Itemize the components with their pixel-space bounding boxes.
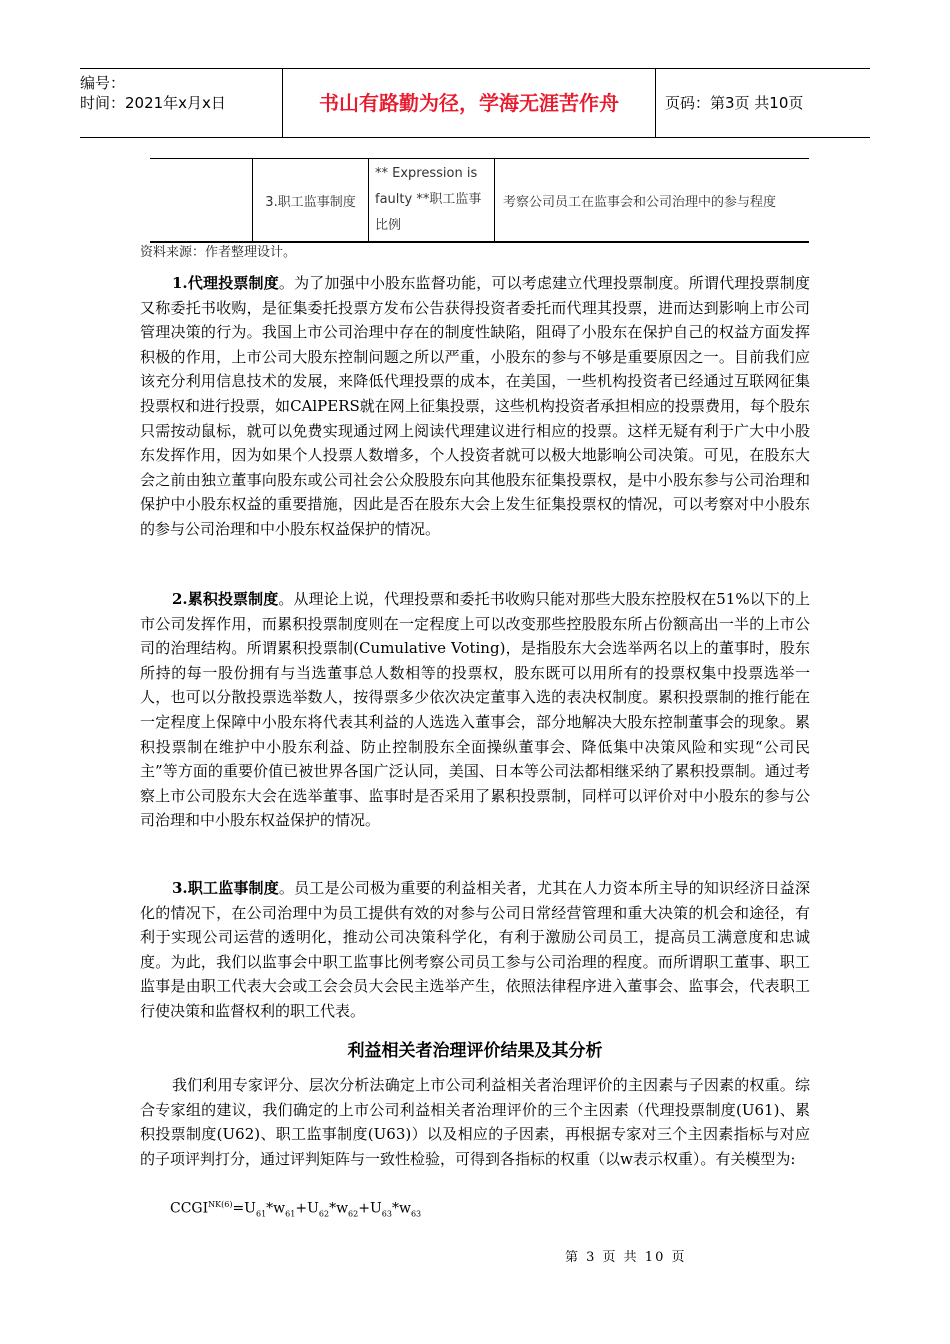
header-page-info: 页码：第3页 共10页 xyxy=(665,94,804,112)
time-label: 时间：2021年x月x日 xyxy=(80,94,226,112)
section-body: 。员工是公司极为重要的利益相关者，尤其在人力资本所主导的知识经济日益深化的情况下，在公司治理中为员工提供有效的对参与公司日常经营管理和重大决策的机会和途径，有利于实现公司运营的透明化，推动公司决策科学化，有利于激励公司员工，提高员工满意度和忠诚度。为此，我们以监事会中职工监事比例考察公司员工参与公司治理的程度。而所谓职工董事、职工监事是由职工代表大会或工会会员大会民主选举产生，依照法律程序进入董事会、监事会，代表职工行使决策和监督权利的职工代表。 xyxy=(140,879,810,1020)
page-footer: 第 3 页 共 10 页 xyxy=(565,1250,687,1265)
header-motto: 书山有路勤为径，学海无涯苦作舟 xyxy=(282,69,656,137)
formula-sub: 62 xyxy=(318,1209,330,1219)
section-body: 。为了加强中小股东监督功能，可以考虑建立代理投票制度。所谓代理投票制度又称委托书收购，是征集委托投票方发布公告获得投资者委托而代理其投票，进而达到影响上市公司管理决策的行为。我国上市公司治理中存在的制度性缺陷，阻碍了小股东在保护自己的权益方面发挥积极的作用，上市公司大股东控制问题之所以严重，小股东的参与不够是重要原因之一。目前我们应该充分利用信息技术的发展，来降低代理投票的成本，在美国，一些机构投资者已经通过互联网征集投票权和进行投票，如CAlPERS就在网上征集投票，这些机构投资者承担相应的投票费用，每个股东只需按动鼠标，就可以免费实现通过网上阅读代理建议进行相应的投票。这样无疑有利于广大中小股东发挥作用，因为如果个人投票人数增多，个人投资者就可以极大地影响公司决策。可见，在股东大会之前由独立董事向股东或公司社会公众股股东向其他股东征集投票权，是中小股东参与公司治理和保护中小股东权益的重要措施，因此是否在股东大会上发生征集投票权的情况，可以考察对中小股东的参与公司治理和中小股东权益保护的情况。 xyxy=(140,274,810,538)
section-employee-supervisor xyxy=(140,876,810,1024)
section-proxy-voting xyxy=(140,271,810,542)
formula-sup: NK(6) xyxy=(208,1200,233,1209)
formula-term: *w xyxy=(266,1200,286,1217)
table-cell-description: 考察公司员工在监事会和公司治理中的参与程度 xyxy=(503,194,777,210)
section-body: 。从理论上说，代理投票和委托书收购只能对那些大股东控股权在51%以下的上市公司发挥作用，而累积投票制度则在一定程度上可以改变那些控股股东所占份额高出一半的上市公司的治理结构。所谓累积投票制(Cumulative Voting)，是指股东大会选举两名以上的董事时，股东所持的每一股份拥有与当选董事总人数相等的投票权，股东既可以用所有的投票权集中投票选举一人，也可以分散投票选举数人，按得票多少依次决定董事入选的表决权制度。累积投票制的推行能在一定程度上保障中小股东将代表其利益的人选选入董事会，部分地解决大股东控制董事会的现象。累积投票制在维护中小股东利益、防止控制股东全面操纵董事会、降低集中决策风险和实现“公司民主”等方面的重要价值已被世界各国广泛认同，美国、日本等公司法都相继采纳了累积投票制。通过考察上市公司股东大会在选举董事、监事时是否采用了累积投票制，同样可以评价对中小股东的参与公司治理和中小股东权益保护的情况。 xyxy=(140,590,810,830)
formula-term: +U xyxy=(295,1200,319,1217)
section-title: 2.累积投票制度 xyxy=(172,590,279,608)
formula-term: =U xyxy=(232,1200,256,1217)
analysis-paragraph: 我们利用专家评分、层次分析法确定上市公司利益相关者治理评价的主因素与子因素的权重。综合专家组的建议，我们确定的上市公司利益相关者治理评价的三个主因素（代理投票制度(U61)、累积投票制度(U62)、职工监事制度(U63)）以及相应的子因素，再根据专家对三个主因素指标与对应的子项评判打分，通过评判矩阵与一致性检验，可得到各指标的权重（以w表示权重）。有关模型为: xyxy=(140,1076,810,1168)
formula-sub: 63 xyxy=(410,1209,422,1219)
section-title: 3.职工监事制度 xyxy=(172,879,279,897)
source-note: 资料来源：作者整理设计。 xyxy=(140,245,297,260)
table-row xyxy=(150,159,809,243)
formula-term: +U xyxy=(358,1200,382,1217)
page-header xyxy=(80,68,870,138)
number-label: 编号： xyxy=(80,74,126,92)
table-cell-indicator: ** Expression is faulty **职工监事比例 xyxy=(369,159,495,243)
indicator-table xyxy=(150,158,809,243)
formula-sub: 62 xyxy=(348,1209,359,1219)
formula-term: *w xyxy=(391,1200,411,1217)
section-title: 1.代理投票制度 xyxy=(172,274,279,292)
header-meta xyxy=(80,69,282,141)
formula xyxy=(170,1200,421,1218)
formula-lhs: CCGI xyxy=(170,1200,209,1217)
section-cumulative-voting xyxy=(140,587,810,833)
formula-sub: 63 xyxy=(381,1209,392,1219)
formula-sub: 61 xyxy=(285,1209,296,1219)
formula-sub: 61 xyxy=(255,1209,267,1219)
table-cell-factor: 3.职工监事制度 xyxy=(253,159,369,243)
section-heading: 利益相关者治理评价结果及其分析 xyxy=(347,1041,603,1061)
formula-term: *w xyxy=(329,1200,349,1217)
table-cell-empty xyxy=(150,159,253,243)
